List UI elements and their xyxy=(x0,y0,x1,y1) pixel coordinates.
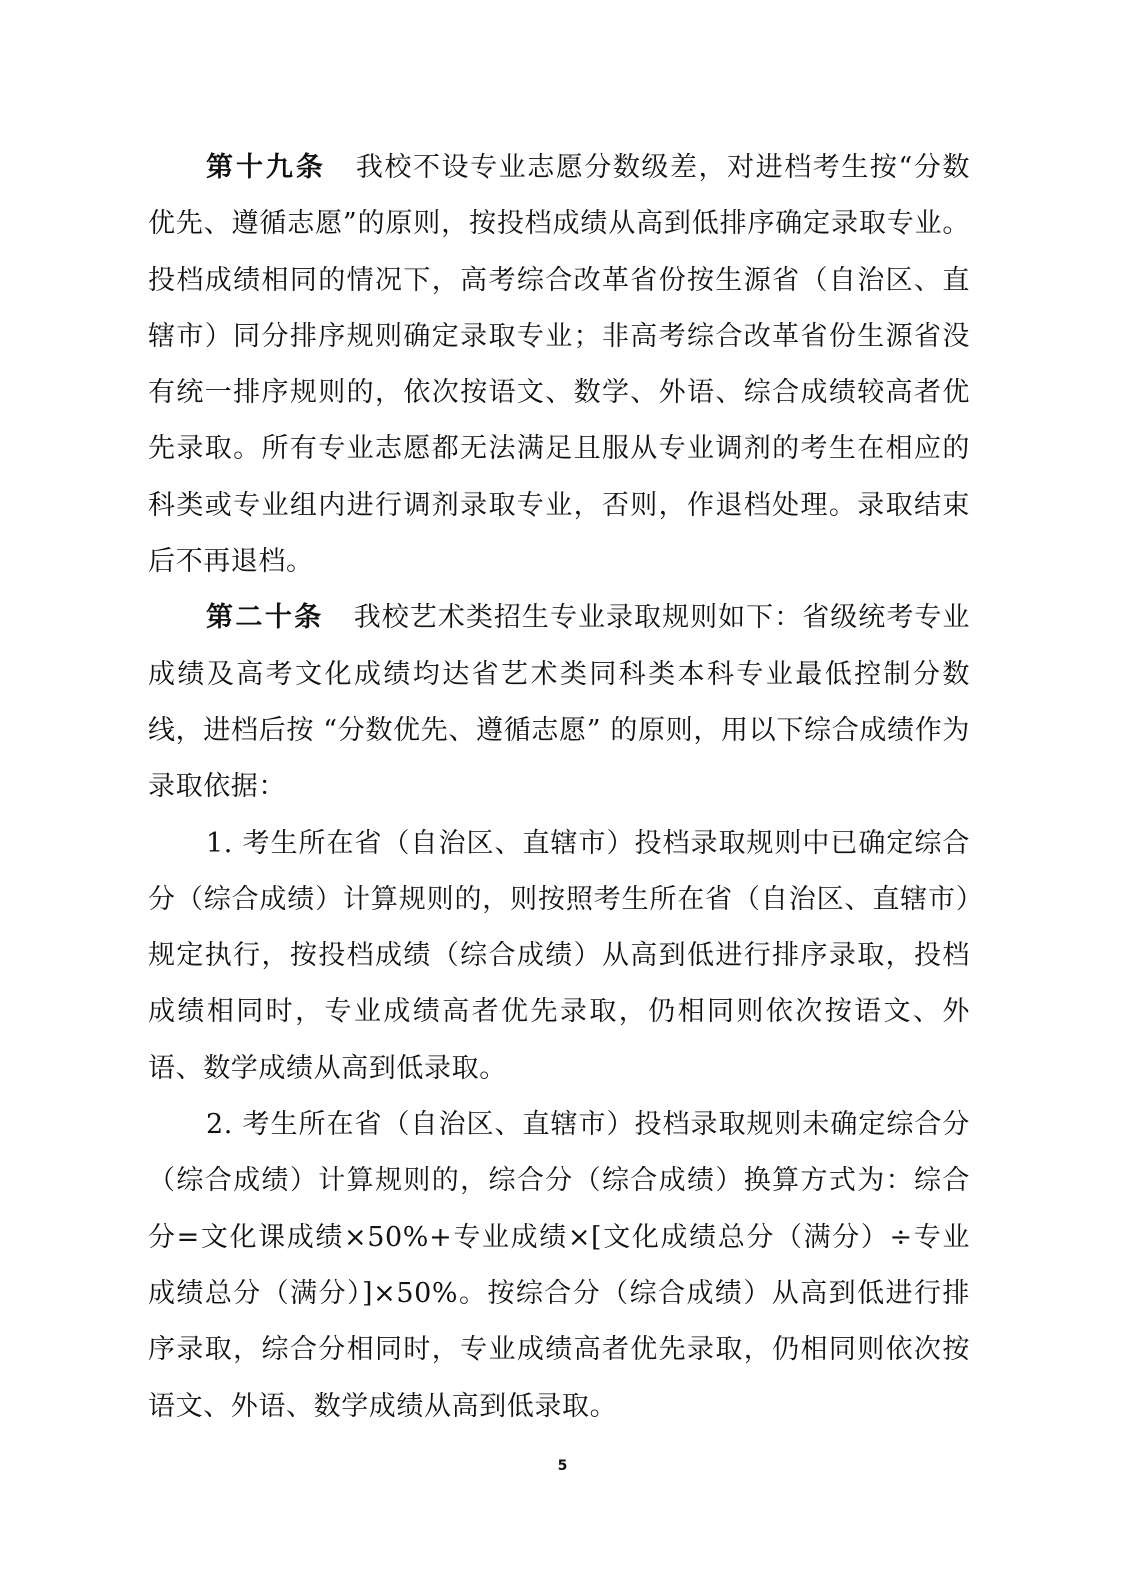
article-20 xyxy=(148,590,970,815)
list-item-2: 2. 考生所在省（自治区、直辖市）投档录取规则未确定综合分（综合成绩）计算规则的，综合分（综合成绩）换算方式为：综合分=文化课成绩×50%+专业成绩×[文化成绩总分（满分）÷专业成绩总分（满分）]×50%。按综合分（综合成绩）从高到低进行排序录取，综合分相同时，专业成绩高者优先录取，仍相同则依次按语文、外语、数学成绩从高到低录取。 xyxy=(148,1109,970,1422)
article-19-text: 我校不设专业志愿分数级差，对进档考生按“分数优先、遵循志愿”的原则，按投档成绩从高到低排序确定录取专业。投档成绩相同的情况下，高考综合改革省份按生源省（自治区、直辖市）同分排序规则确定录取专业；非高考综合改革省份生源省没有统一排序规则的，依次按语文、数学、外语、综合成绩较高者优先录取。所有专业志愿都无法满足且服从专业调剂的考生在相应的科类或专业组内进行调剂录取专业，否则，作退档处理。录取结束后不再退档。 xyxy=(148,152,970,578)
page-number: 5 xyxy=(557,1458,568,1474)
document-body xyxy=(148,140,970,1435)
article-20-number: 第二十条 xyxy=(206,602,324,634)
article-20-text: 我校艺术类招生专业录取规则如下：省级统考专业成绩及高考文化成绩均达省艺术类同科类本科专业最低控制分数线，进档后按 “分数优先、遵循志愿” 的原则，用以下综合成绩作为录取依据： xyxy=(148,602,971,803)
article-19 xyxy=(148,140,970,590)
article-19-number: 第十九条 xyxy=(206,152,326,183)
list-item-1: 1. 考生所在省（自治区、直辖市）投档录取规则中已确定综合分（综合成绩）计算规则的，则按照考生所在省（自治区、直辖市）规定执行，按投档成绩（综合成绩）从高到低进行排序录取，投档成绩相同时，专业成绩高者优先录取，仍相同则依次按语文、外语、数学成绩从高到低录取。 xyxy=(148,827,970,1084)
